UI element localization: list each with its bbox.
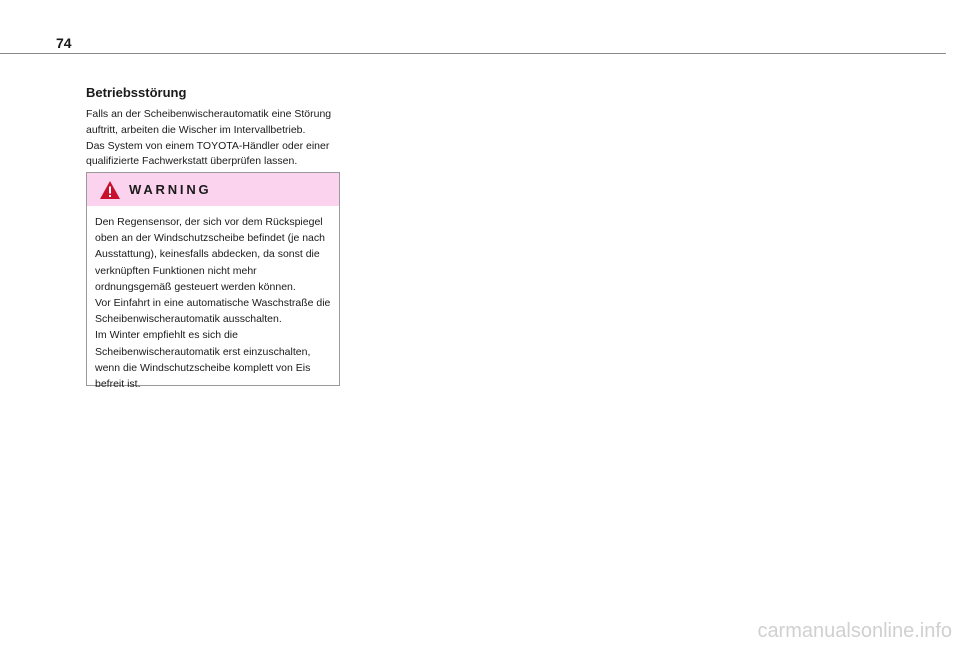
- warning-box: [86, 172, 340, 391]
- warning-header: [87, 173, 339, 206]
- section-body: [86, 107, 356, 170]
- section-paragraph: Das System von einem TOYOTA-Händler oder einer qualifizierte Fachwerkstatt überprüfen lassen.: [86, 139, 330, 168]
- page-number: 74: [56, 35, 72, 51]
- warning-triangle-icon: [99, 180, 121, 200]
- warning-paragraph: Den Regensensor, der sich vor dem Rückspiegel oben an der Windschutzscheibe befindet (je nach Ausstattung), keinesfalls abdecken, da sonst die verknüpften Funktionen nicht mehr ordnungsgemäß gesteuert werden können.: [95, 216, 325, 293]
- warning-title: WARNING: [129, 182, 212, 197]
- warning-paragraph: Im Winter empfiehlt es sich die Scheibenwischerautomatik erst einzuschalten, wenn die Windschutzscheibe komplett von Eis befreit ist.: [95, 329, 311, 391]
- watermark-text: carmanualsonline.info: [757, 620, 952, 642]
- section-heading: Betriebsstörung: [86, 85, 187, 100]
- warning-paragraph: Vor Einfahrt in eine automatische Waschstraße die Scheibenwischerautomatik ausschalten.: [95, 297, 331, 326]
- section-paragraph: Falls an der Scheibenwischerautomatik eine Störung auftritt, arbeiten die Wischer im Intervallbetrieb.: [86, 108, 332, 136]
- header-divider: [0, 53, 946, 54]
- warning-body: [87, 206, 339, 392]
